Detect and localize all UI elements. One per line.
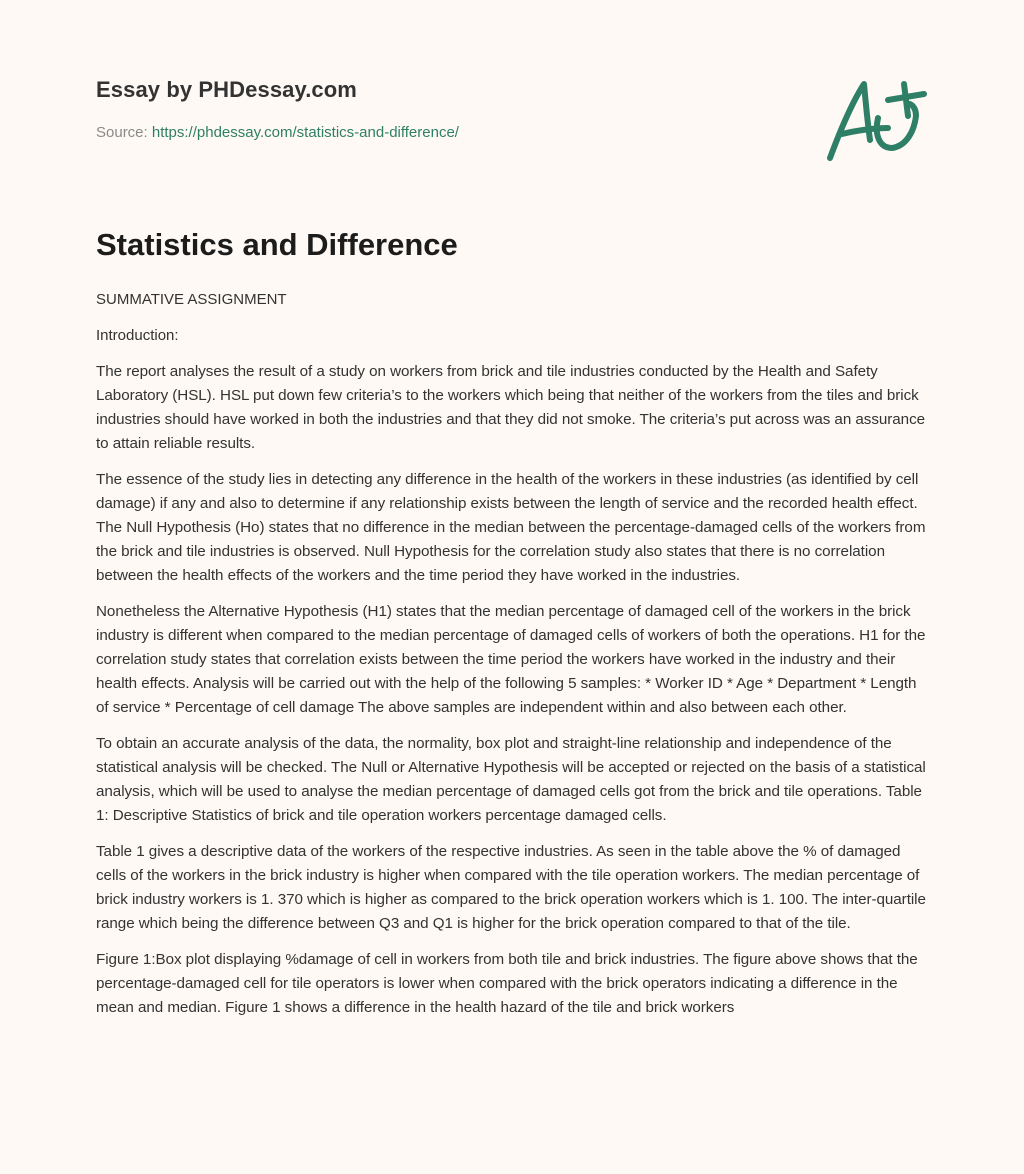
paragraph-alternative-hypothesis: Nonetheless the Alternative Hypothesis (H1) states that the median percentage of damaged cell of the workers in the brick industry is different when compared to the median percentage of damaged cells of workers of both the operations. H1 for the correlation study states that correlation exists between the time period the workers have worked in the industry and their health effects. Analysis will be carried out with the help of the following 5 samples: * Worker ID * Age * Department * Length of service * Percentage of cell damage The above samples are independent within and also between each other.: [96, 603, 926, 716]
paragraph-figure-description: Figure 1:Box plot displaying %damage of cell in workers from both tile and brick industries. The figure above shows that the percentage-damaged cell for tile operators is lower when compared with the brick operators indicating a difference in the mean and median. Figure 1 shows a difference in the health hazard of the tile and brick workers: [96, 951, 918, 1016]
article-title: Statistics and Difference: [96, 227, 458, 262]
paragraph-analysis-method: To obtain an accurate analysis of the data, the normality, box plot and straight-line relationship and independence of the statistical analysis will be checked. The Null or Alternative Hypothesis will be accepted or rejected on the basis of a statistical analysis, which will be used to analyse the median percentage of damaged cells got from the brick and tile operations. Table 1: Descriptive Statistics of brick and tile operation workers percentage damaged cells.: [96, 735, 926, 824]
source-link[interactable]: https://phdessay.com/statistics-and-difference/: [151, 124, 459, 141]
source-label: Source:: [96, 124, 148, 141]
site-title: Essay by PHDessay.com: [96, 77, 357, 102]
source-line: [96, 123, 796, 143]
paragraph-intro: The report analyses the result of a study on workers from brick and tile industries conducted by the Health and Safety Laboratory (HSL). HSL put down few criteria’s to the workers which being that neither of the workers from the tiles and brick industries should have worked in both the industries and that they did not smoke. The criteria’s put across was an assurance to attain reliable results.: [96, 363, 926, 452]
assignment-subheading: SUMMATIVE ASSIGNMENT: [96, 291, 287, 308]
page-header: [96, 74, 796, 143]
paragraph-null-hypothesis: The essence of the study lies in detecting any difference in the health of the workers in these industries (as identified by cell damage) if any and also to determine if any relationship exists between the length of service and the recorded health effect. The Null Hypothesis (Ho) states that no difference in the median between the percentage-damaged cells of the workers from the brick and tile industries is observed. Null Hypothesis for the correlation study also states that there is no correlation between the health effects of the workers and the time period they have worked in the industries.: [96, 471, 926, 584]
paragraph-table-description: Table 1 gives a descriptive data of the workers of the respective industries. As seen in the table above the % of damaged cells of the workers in the brick industry is higher when compared with the tile operation workers. The median percentage of brick industry workers is 1. 370 which is higher as compared to the brick operation workers which is 1. 100. The inter-quartile range which being the difference between Q3 and Q1 is higher for the brick operation compared to that of the tile.: [96, 843, 926, 932]
introduction-label: Introduction:: [96, 327, 179, 344]
article: [96, 224, 932, 1020]
a-plus-logo-icon: [818, 66, 933, 166]
